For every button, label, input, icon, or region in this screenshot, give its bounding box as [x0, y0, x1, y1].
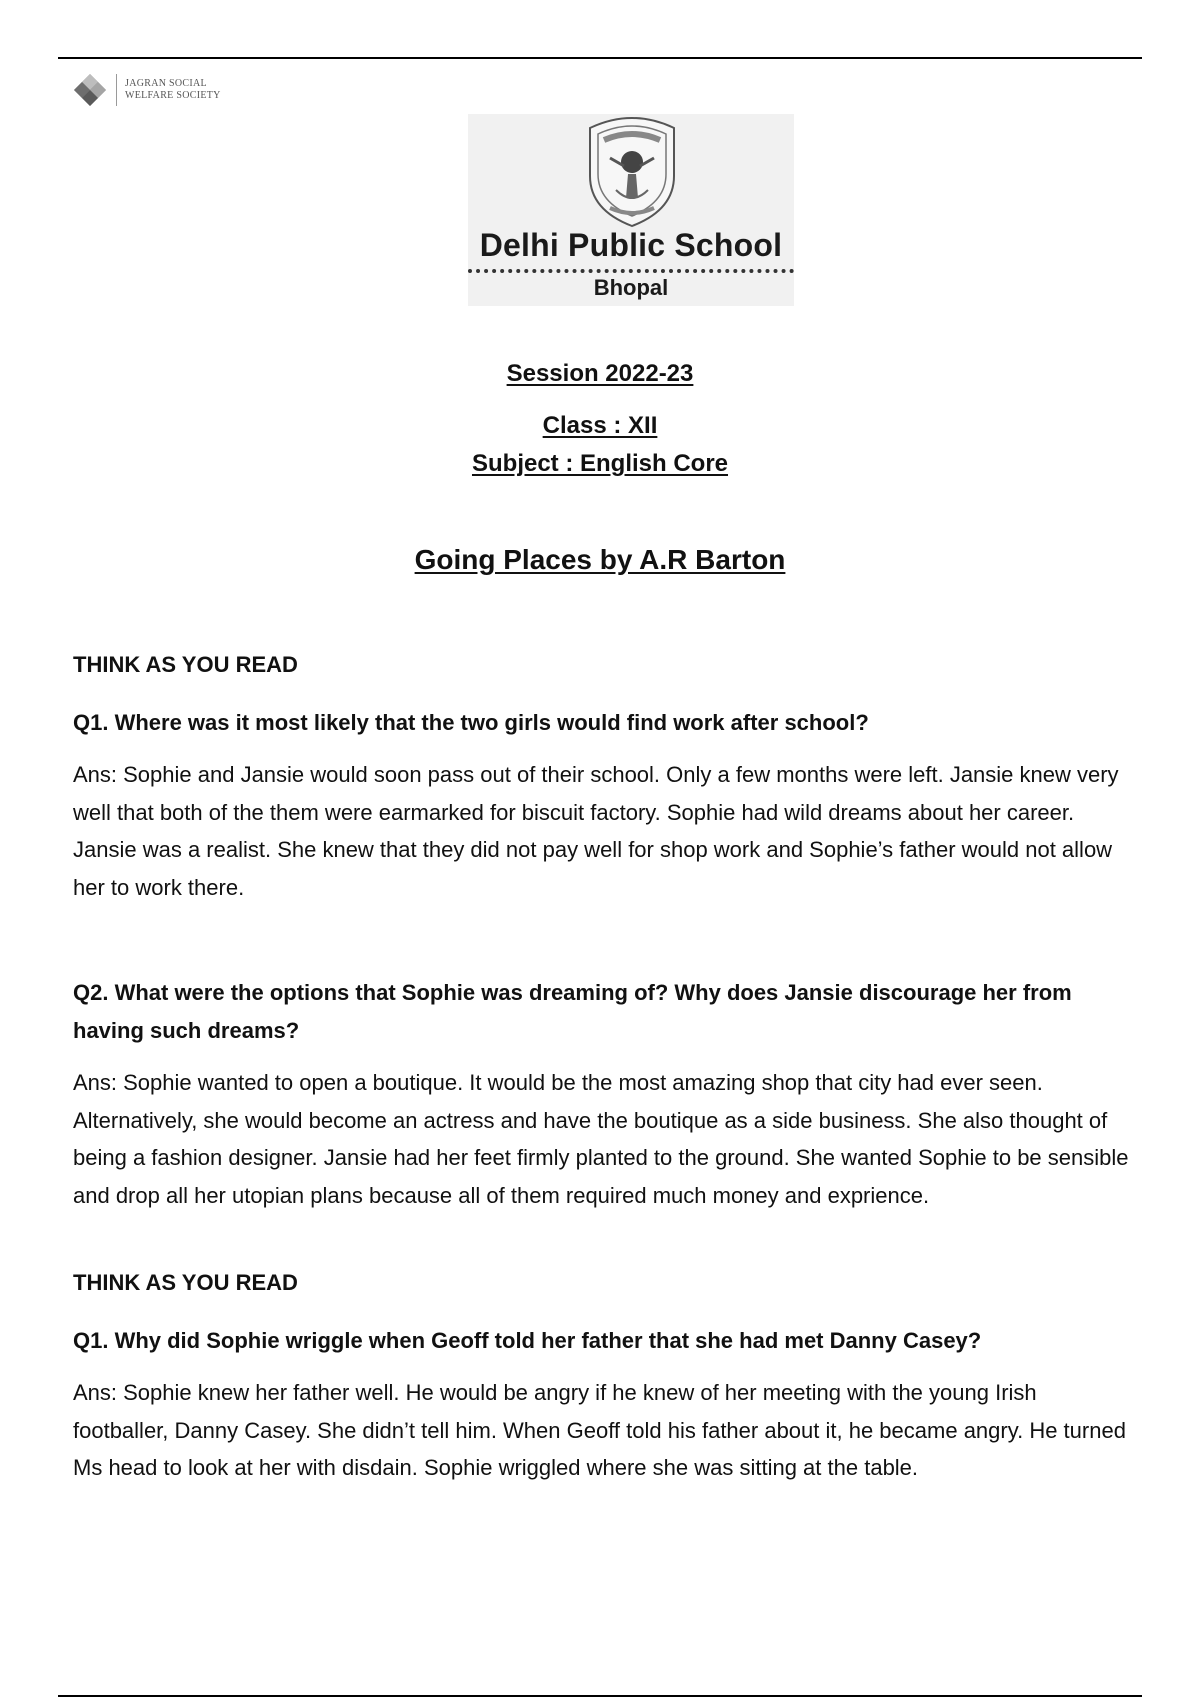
question: Q2. What were the options that Sophie was dreaming of? Why does Jansie discourage her from having such dreams? [73, 980, 1072, 1043]
school-city: Bhopal [593, 275, 669, 300]
question: Q1. Why did Sophie wriggle when Geoff told her father that she had met Danny Casey? [73, 1328, 982, 1353]
brand-text [125, 78, 221, 102]
section-heading: THINK AS YOU READ [73, 1270, 298, 1295]
question: Q1. Where was it most likely that the two girls would find work after school? [73, 710, 869, 735]
school-crest-icon [580, 114, 684, 230]
subject-label: Subject : English Core [471, 450, 729, 477]
bottom-rule [58, 1695, 1142, 1697]
brand-separator [116, 74, 117, 106]
class-label: Class : XII [542, 412, 658, 439]
section-heading: THINK AS YOU READ [73, 652, 298, 677]
diamond-logo-icon [72, 72, 108, 108]
session-label: Session 2022-23 [506, 360, 694, 387]
school-name: Delhi Public School [479, 227, 783, 263]
answer: Ans: Sophie knew her father well. He would be angry if he knew of her meeting with the young Irish footballer, Danny Casey. She didn’t tell him. When Geoff told his father about it, he became angry. He turned Ms head to look at her with disdain. Sophie wriggled where she was sitting at the table. [73, 1380, 1126, 1480]
brand-logo [72, 72, 221, 108]
brand-line-2: WELFARE SOCIETY [125, 90, 221, 101]
answer: Ans: Sophie wanted to open a boutique. It would be the most amazing shop that city had ever seen. Alternatively, she would become an actress and have the boutique as a side business. She also thought of being a fashion designer. Jansie had her feet firmly planted to the ground. She wanted Sophie to be sensible and drop all her utopian plans because all of them required much money and exprience. [73, 1070, 1129, 1208]
school-logo-block [468, 114, 794, 306]
document-title: Going Places by A.R Barton [414, 544, 786, 575]
brand-line-1: JAGRAN SOCIAL [125, 78, 207, 89]
school-dotted-rule [468, 269, 794, 273]
answer: Ans: Sophie and Jansie would soon pass out of their school. Only a few months were left. Jansie knew very well that both of the them were earmarked for biscuit factory. Sophie had wild dreams about her career. Jansie was a realist. She knew that they did not pay well for shop work and Sophie’s father would not allow her to work there. [73, 762, 1119, 900]
top-rule [58, 57, 1142, 59]
